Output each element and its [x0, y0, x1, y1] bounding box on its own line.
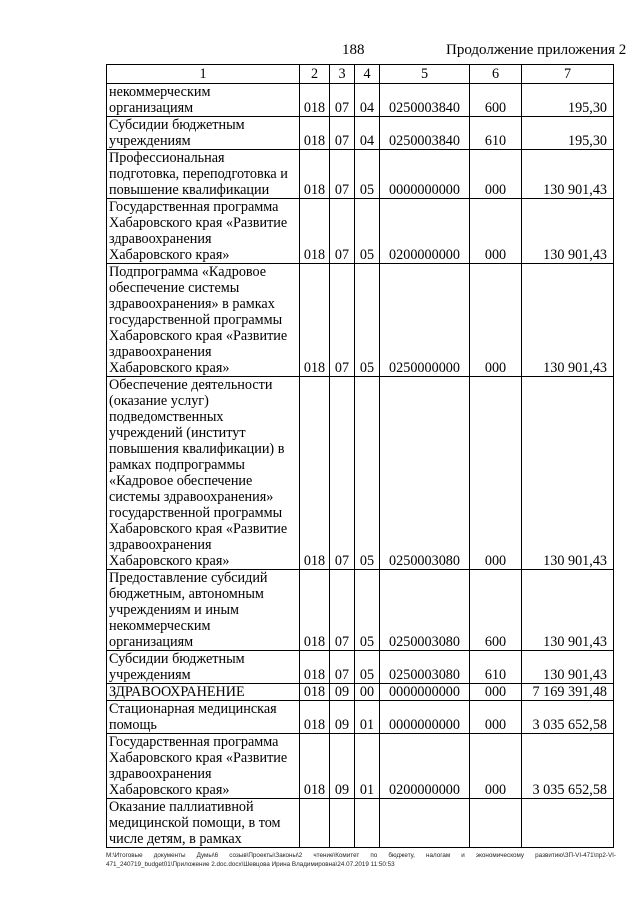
expense-type-code: 000: [470, 701, 522, 734]
amount: 130 901,43: [522, 150, 614, 199]
ministry-code: 018: [300, 701, 330, 734]
expense-type-code: 610: [470, 651, 522, 684]
section-code: [330, 799, 355, 848]
amount: 7 169 391,48: [522, 684, 614, 701]
row-description: [107, 84, 300, 117]
description-line: здравоохранения: [109, 344, 212, 360]
amount: 3 035 652,58: [522, 734, 614, 799]
row-description: [107, 199, 300, 264]
expense-type-code: 610: [470, 117, 522, 150]
subsection-code: 05: [355, 150, 380, 199]
description-line: учреждениям: [109, 133, 191, 149]
description-line: Хабаровского края»: [109, 247, 230, 263]
row-description: [107, 264, 300, 377]
description-line: Подпрограмма «Кадровое: [109, 264, 267, 280]
target-article-code: 0200000000: [380, 199, 470, 264]
description-line: Государственная программа: [109, 734, 279, 750]
description-line: «Кадровое обеспечение: [109, 473, 253, 489]
description-line: Хабаровского края «Развитие: [109, 215, 288, 231]
table-row: [107, 651, 614, 684]
target-article-code: 0250003080: [380, 651, 470, 684]
section-code: 07: [330, 377, 355, 570]
row-description: [107, 377, 300, 570]
description-line: Предоставление субсидий: [109, 570, 268, 586]
description-line: рамках подпрограммы: [109, 457, 245, 473]
description-line: учреждениям: [109, 667, 191, 683]
description-line: Хабаровского края»: [109, 782, 230, 798]
ministry-code: 018: [300, 651, 330, 684]
target-article-code: 0200000000: [380, 734, 470, 799]
description-line: ЗДРАВООХРАНЕНИЕ: [109, 684, 245, 700]
expense-type-code: 000: [470, 264, 522, 377]
ministry-code: 018: [300, 734, 330, 799]
subsection-code: 05: [355, 651, 380, 684]
description-line: некоммерческим: [109, 618, 211, 634]
expense-type-code: 000: [470, 199, 522, 264]
description-line: здравоохранения: [109, 231, 212, 247]
column-header: 1: [107, 65, 300, 84]
description-line: повышение квалификации: [109, 182, 270, 198]
table-row: [107, 734, 614, 799]
expense-type-code: 000: [470, 150, 522, 199]
target-article-code: 0250003080: [380, 570, 470, 651]
amount: 130 901,43: [522, 199, 614, 264]
description-line: здравоохранения: [109, 766, 212, 782]
description-line: государственной программы: [109, 505, 283, 521]
description-line: государственной программы: [109, 312, 283, 328]
description-line: Субсидии бюджетным: [109, 117, 245, 133]
expense-type-code: 600: [470, 84, 522, 117]
section-code: 07: [330, 117, 355, 150]
column-header: 5: [380, 65, 470, 84]
description-line: системы здравоохранения»: [109, 489, 274, 505]
ministry-code: 018: [300, 264, 330, 377]
target-article-code: 0000000000: [380, 150, 470, 199]
expense-type-code: 600: [470, 570, 522, 651]
row-description: [107, 117, 300, 150]
description-line: медицинской помощи, в том: [109, 815, 281, 831]
description-line: организациям: [109, 100, 194, 116]
page-number: 188: [342, 42, 365, 58]
table-row: [107, 799, 614, 848]
subsection-code: 04: [355, 84, 380, 117]
file-path-footer: М:\Итоговые документы Думы\6 созыв\Проекты\Законы\2 чтение\Комитет по бюджету, налогам и экономическому развитию\ЗП-VI-471\пр2-VI-471_240719_budget01\Приложение 2.doc.docx\Шевцова Ирина Владимировна\24.07.2019 11:50:53: [106, 852, 616, 868]
description-line: помощь: [109, 717, 157, 733]
column-header: 3: [330, 65, 355, 84]
target-article-code: 0250003080: [380, 377, 470, 570]
row-description: [107, 651, 300, 684]
ministry-code: 018: [300, 570, 330, 651]
expense-type-code: 000: [470, 684, 522, 701]
description-line: Оказание паллиативной: [109, 799, 254, 815]
target-article-code: 0250003840: [380, 84, 470, 117]
target-article-code: 0250003840: [380, 117, 470, 150]
section-code: 07: [330, 264, 355, 377]
row-description: [107, 734, 300, 799]
subsection-code: 05: [355, 570, 380, 651]
row-description: [107, 150, 300, 199]
ministry-code: 018: [300, 684, 330, 701]
section-code: 09: [330, 684, 355, 701]
section-code: 07: [330, 199, 355, 264]
table-header-row: [107, 65, 614, 84]
description-line: учреждениям и иным: [109, 602, 240, 618]
description-line: здравоохранения: [109, 537, 212, 553]
continuation-label: Продолжение приложения 2: [446, 42, 627, 58]
target-article-code: 0000000000: [380, 701, 470, 734]
expense-type-code: [470, 799, 522, 848]
section-code: 07: [330, 150, 355, 199]
subsection-code: 05: [355, 199, 380, 264]
target-article-code: [380, 799, 470, 848]
table-row: [107, 264, 614, 377]
section-code: 07: [330, 651, 355, 684]
description-line: некоммерческим: [109, 84, 211, 100]
ministry-code: 018: [300, 377, 330, 570]
amount: [522, 799, 614, 848]
description-line: Субсидии бюджетным: [109, 651, 245, 667]
budget-table: [106, 64, 614, 848]
row-description: [107, 701, 300, 734]
amount: 130 901,43: [522, 570, 614, 651]
column-header: 2: [300, 65, 330, 84]
description-line: обеспечение системы: [109, 280, 240, 296]
description-line: Хабаровского края «Развитие: [109, 521, 288, 537]
description-line: Государственная программа: [109, 199, 279, 215]
row-description: [107, 570, 300, 651]
subsection-code: 05: [355, 264, 380, 377]
expense-type-code: 000: [470, 377, 522, 570]
amount: 130 901,43: [522, 264, 614, 377]
description-line: (оказание услуг): [109, 393, 209, 409]
description-line: Стационарная медицинская: [109, 701, 277, 717]
subsection-code: 05: [355, 377, 380, 570]
ministry-code: 018: [300, 84, 330, 117]
subsection-code: [355, 799, 380, 848]
description-line: Хабаровского края»: [109, 360, 230, 376]
target-article-code: 0000000000: [380, 684, 470, 701]
column-header: 7: [522, 65, 614, 84]
column-header: 4: [355, 65, 380, 84]
table-row: [107, 150, 614, 199]
amount: 3 035 652,58: [522, 701, 614, 734]
section-code: 09: [330, 734, 355, 799]
table-row: [107, 199, 614, 264]
table-row: [107, 117, 614, 150]
row-description: [107, 799, 300, 848]
description-line: повышения квалификации) в: [109, 441, 285, 457]
amount: 195,30: [522, 117, 614, 150]
description-line: бюджетным, автономным: [109, 586, 264, 602]
section-code: 07: [330, 84, 355, 117]
subsection-code: 01: [355, 734, 380, 799]
table-row: [107, 570, 614, 651]
table-row: [107, 84, 614, 117]
target-article-code: 0250000000: [380, 264, 470, 377]
amount: 195,30: [522, 84, 614, 117]
description-line: числе детям, в рамках: [109, 831, 242, 847]
table-row: [107, 377, 614, 570]
description-line: Хабаровского края»: [109, 553, 230, 569]
row-description: [107, 684, 300, 701]
ministry-code: 018: [300, 199, 330, 264]
description-line: Хабаровского края «Развитие: [109, 328, 288, 344]
table-row: [107, 684, 614, 701]
expense-type-code: 000: [470, 734, 522, 799]
subsection-code: 04: [355, 117, 380, 150]
table-row: [107, 701, 614, 734]
description-line: Профессиональная: [109, 150, 225, 166]
ministry-code: [300, 799, 330, 848]
section-code: 07: [330, 570, 355, 651]
amount: 130 901,43: [522, 377, 614, 570]
description-line: учреждений (институт: [109, 425, 246, 441]
description-line: Обеспечение деятельности: [109, 377, 273, 393]
ministry-code: 018: [300, 150, 330, 199]
description-line: Хабаровского края «Развитие: [109, 750, 288, 766]
subsection-code: 00: [355, 684, 380, 701]
description-line: организациям: [109, 634, 194, 650]
description-line: подготовка, переподготовка и: [109, 166, 288, 182]
column-header: 6: [470, 65, 522, 84]
description-line: подведомственных: [109, 409, 224, 425]
section-code: 09: [330, 701, 355, 734]
description-line: здравоохранения» в рамках: [109, 296, 275, 312]
ministry-code: 018: [300, 117, 330, 150]
subsection-code: 01: [355, 701, 380, 734]
amount: 130 901,43: [522, 651, 614, 684]
